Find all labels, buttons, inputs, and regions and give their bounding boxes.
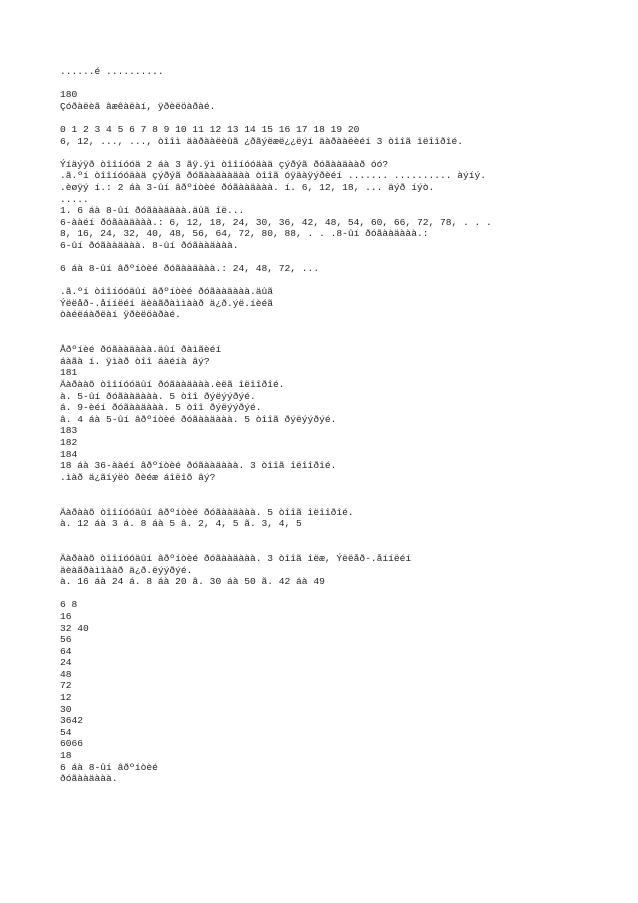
text-line: .èøÿý í.: 2 áà 3-ûí âðºíòèé ðóãààäààà. í. 6, 12, 18, ... äýð íýò.: [60, 181, 435, 193]
text-line: [60, 275, 630, 287]
text-line: 1. 6 áà 8-ûí ðóãààäààà.äûã îë...: [60, 205, 245, 217]
text-line: 16: [60, 610, 72, 622]
text-line: 54: [60, 726, 72, 738]
text-line: 182: [60, 437, 78, 448]
text-line: 183: [60, 425, 78, 437]
text-line: [60, 333, 630, 345]
document-page: [60, 66, 630, 796]
text-line: [60, 252, 630, 264]
text-line: 6, 12, ..., ..., òîîì äàðààëèûã ¿ðãýëæë¿¿ëýí äàðààëèéí 3 òîîã îëîîðîé.: [60, 135, 464, 147]
text-line: 24: [60, 657, 72, 669]
text-line: .....: [60, 193, 89, 205]
text-line: [60, 147, 630, 159]
text-line: [60, 530, 630, 542]
text-line: 181: [60, 367, 78, 379]
text-line: 18: [60, 750, 72, 762]
text-line: [60, 541, 630, 553]
text-line: Ýíäýÿð òîîíóóä 2 áà 3 ãÿ.ÿì òîîíóóäàä çýðýã ðóãààäààð óó?: [60, 158, 389, 170]
text-line: à. 5-ûí ðóãààäààà. 5 òîî ðýëýýðýé.: [60, 390, 256, 402]
text-line: òàéëáàðëàí ÿðèëöàðàé.: [60, 309, 181, 321]
text-line: [60, 785, 630, 797]
text-line: 3642: [60, 715, 84, 727]
text-line: 6-ûí ðóãààäààà. 8-ûí ðóãààäààà.: [60, 239, 239, 251]
text-line: 6066: [60, 738, 84, 750]
text-line: 12: [60, 692, 72, 704]
text-line: 32 40: [60, 622, 89, 634]
text-line: à. 12 áà 3 á. 8 áà 5 â. 2, 4, 5 ã. 3, 4, 5: [60, 518, 302, 530]
text-line: [60, 78, 630, 90]
text-line: 48: [60, 668, 72, 680]
text-line: 6 áà 8-ûí âðºíòèé: [60, 761, 158, 773]
text-line: 18 áà 36-ààéí âðºíòèé ðóãààäààà. 3 òîîã îëîîðîé.: [60, 460, 337, 472]
text-line: Äàðààõ òîîíóóäûí ðóãààäààà.èëã îëîîðîé.: [60, 379, 285, 391]
text-line: [60, 483, 630, 495]
text-line: Ýëëåð-.åííëéí äèàãðàììààð ä¿ð.ýë.íèéã: [60, 297, 274, 309]
text-line: 72: [60, 680, 72, 692]
text-line: á. 9-èéí ðóãààäààà. 5 òîî ðýëýýðýé.: [60, 402, 262, 414]
text-line: 6 8: [60, 599, 78, 611]
text-line: ðóãààäààà.: [60, 773, 118, 785]
text-line: [60, 495, 630, 507]
text-line: 6 áà 8-ûí âðºíòèé ðóãààäààà.: 24, 48, 72, ...: [60, 263, 320, 275]
text-line: 6-ààéí ðóãààäààà.: 6, 12, 18, 24, 30, 36, 42, 48, 54, 60, 66, 72, 78, . . .: [60, 216, 492, 228]
text-line: Çóðàëèã âæêàëàí, ÿðèëöàðàé.: [60, 100, 216, 112]
text-line: .ã.ºí òîîíóóäàä çýðýã ðóãààäààäàà òîîã óÿäàÿýðèéí ....... .......... àýíý.: [60, 170, 487, 182]
text-line: 30: [60, 703, 72, 715]
text-line: Åðºíèé ðóãààäààà.äûí ðàìãèéí: [60, 344, 222, 356]
text-line: â. 4 áà 5-ûí âðºíòèé ðóãààäààà. 5 òîîã ðýëýýðýé.: [60, 413, 337, 425]
text-line: 64: [60, 645, 72, 657]
text-line: äèàãðàììààð ä¿ð.ëýýðýé.: [60, 564, 193, 576]
text-line: .ã.ºí òîîíóóäûí âðºíòèé ðóãààäààà.äûã: [60, 286, 274, 298]
text-line: 0 1 2 3 4 5 6 7 8 9 10 11 12 13 14 15 16 17 18 19 20: [60, 123, 360, 135]
text-line: ......é ..........: [60, 66, 164, 77]
text-line: [60, 588, 630, 600]
text-line: 180: [60, 89, 78, 101]
text-line: 184: [60, 448, 78, 460]
text-line: à. 16 áà 24 á. 8 áà 20 â. 30 áà 50 ã. 42 áà 49: [60, 576, 325, 588]
text-line: áàãà í. ÿìàð òîî áàéíà âý?: [60, 355, 210, 367]
text-line: [60, 321, 630, 333]
text-line: Äàðààõ òîîíóóäûí âðºíòèé ðóãààäààà. 5 òîîã îëîîðîé.: [60, 506, 354, 518]
text-line: [60, 112, 630, 124]
text-line: Äàðààõ òîîíóóäûí âðºíòèé ðóãààäààà. 3 òîîã îëæ, Ýëëåð-.åííëéí: [60, 552, 412, 564]
text-line: 8, 16, 24, 32, 40, 48, 56, 64, 72, 80, 88, . . .8-ûí ðóãààäààà.:: [60, 228, 429, 240]
text-line: .ìàð ä¿ãíýëò ðèéæ áîëîõ âý?: [60, 471, 216, 483]
text-line: 56: [60, 634, 72, 646]
